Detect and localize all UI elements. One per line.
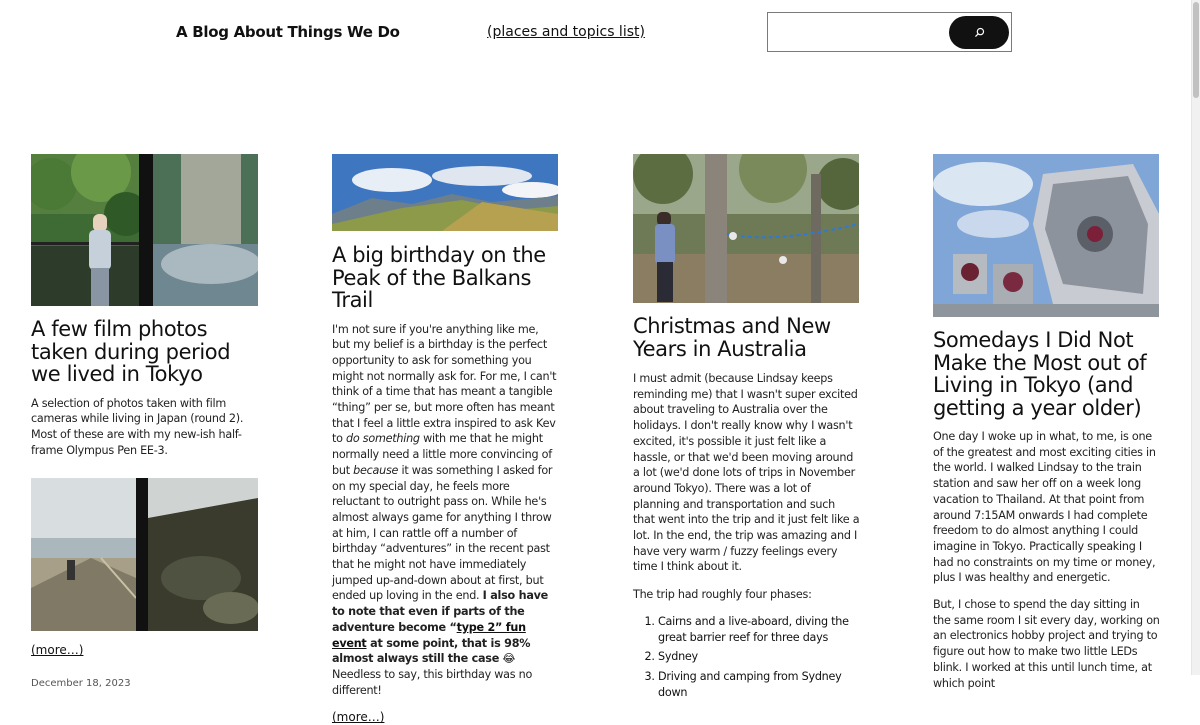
post-body-2: But, I chose to spend the day sitting in the same room I sit every day, working on an electronics hobby project and trying to figure out how to make two little LEDs blink. I worked at this until lunch time, at which point bbox=[933, 598, 1160, 690]
scrollbar-thumb[interactable] bbox=[1193, 2, 1199, 98]
places-topics-link[interactable]: (places and topics list) bbox=[487, 24, 645, 40]
post-image-australia[interactable] bbox=[633, 154, 859, 303]
site-title[interactable]: A Blog About Things We Do bbox=[176, 23, 400, 41]
post-body: I must admit (because Lindsay keeps reminding me) that I wasn't super excited about traveling to Australia over the holidays. I don't really know why I wasn't excited, it's possible it just felt like a hassle, or that we'd been moving around a lot (we'd done lots of trips in November around Tokyo). There was a lot of planning and transportation and such that went into the trip and it just felt like a lot. In the end, the trip was amazing and I have very warm / fuzzy feelings every time I think about it. bbox=[633, 372, 860, 574]
trip-phases-list bbox=[633, 614, 860, 701]
post-image-tokyo-sculpture[interactable] bbox=[933, 154, 1159, 317]
search-form bbox=[767, 12, 1012, 52]
post-image-balkans[interactable] bbox=[332, 154, 558, 231]
post-title[interactable]: A few film photos taken during period we lived in Tokyo bbox=[31, 317, 231, 386]
post-body: I'm not sure if you're anything like me, but my belief is a birthday is the perfect opportunity to ask for something you might not normally ask for. For me, I can't think of a time that has meant a tangible “thing” per se, but more often has meant that I feel a little extra inspired to ask Kev to do something with me that he might normally need a little more convincing of but because it was something I asked for on my special day, he feels more reluctant to outright pass on. While he's almost always game for anything I throw at him, I can rattle off a number of birthday “adventures” in the recent past that he might not have immediately jumped up-and-down about at first, but ended up loving in the end. I also have to note that even if parts of the adventure become “type 2” fun event at some point, that is 98% almost always still the case 😂 Needless to say, this birthday was no different! bbox=[332, 322, 557, 697]
post-image-film-photos-1[interactable] bbox=[31, 154, 258, 306]
post-card-tokyo-somedays bbox=[933, 154, 1160, 691]
list-item: 1. Cairns and a live-aboard, diving the great barrier reef for three days bbox=[658, 614, 860, 645]
post-excerpt: A selection of photos taken with film cameras while living in Japan (round 2). Most of these are with my new-ish half-frame Olympus Pen EE-3. bbox=[31, 396, 244, 457]
post-title[interactable]: A big birthday on the Peak of the Balkans Trail bbox=[332, 243, 546, 312]
laughing-emoji: 😂 bbox=[502, 652, 516, 666]
post-card-film-photos bbox=[31, 154, 258, 689]
post-image-film-photos-2[interactable] bbox=[31, 478, 258, 631]
post-title[interactable]: Somedays I Did Not Make the Most out of Living in Tokyo (and getting a year older) bbox=[933, 328, 1147, 420]
search-icon bbox=[974, 27, 985, 38]
list-item: 3. Driving and camping from Sydney down bbox=[658, 669, 860, 700]
search-button[interactable] bbox=[949, 16, 1009, 49]
post-body-intro-list: The trip had roughly four phases: bbox=[633, 588, 812, 602]
search-input[interactable] bbox=[774, 18, 948, 48]
read-more-link[interactable]: (more…) bbox=[31, 643, 84, 658]
list-item: 2. Sydney bbox=[658, 649, 860, 665]
post-card-australia bbox=[633, 154, 860, 704]
type2-fun-link[interactable]: type 2” fun event bbox=[332, 620, 526, 650]
post-date: December 18, 2023 bbox=[31, 678, 131, 690]
post-card-balkans bbox=[332, 154, 559, 725]
read-more-link[interactable]: (more…) bbox=[332, 710, 385, 725]
post-title[interactable]: Christmas and New Years in Australia bbox=[633, 314, 831, 361]
post-body: One day I woke up in what, to me, is one of the greatest and most exciting cities in the world. I walked Lindsay to the train station and saw her off on a week long vacation to Thailand. At that point from around 7:15AM onwards I had complete freedom to do almost anything I could imagine in Tokyo. Practically speaking I had no constraints on my time or money, plus I was healthy and energetic. bbox=[933, 430, 1156, 585]
page-scrollbar[interactable] bbox=[1191, 0, 1200, 675]
